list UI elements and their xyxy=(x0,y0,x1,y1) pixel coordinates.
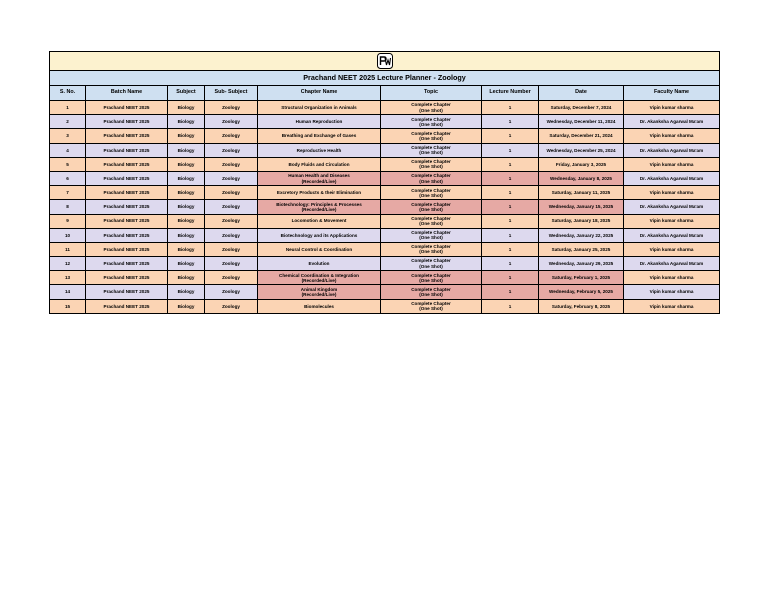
cell-subject: Biology xyxy=(168,171,205,185)
table-row xyxy=(50,271,720,285)
cell-chapter xyxy=(258,101,381,115)
chapter-mode: (Recorded/Live) xyxy=(301,277,337,283)
cell-sno: 9 xyxy=(50,214,86,228)
cell-topic xyxy=(381,171,482,185)
cell-sno: 4 xyxy=(50,143,86,157)
pw-logo-icon xyxy=(377,53,393,69)
cell-sno: 13 xyxy=(50,271,86,285)
cell-date: Saturday, January 11, 2025 xyxy=(539,186,624,200)
chapter-name: Reproductive Health xyxy=(296,147,342,153)
cell-topic xyxy=(381,242,482,256)
cell-sub-subject: Zoology xyxy=(205,101,258,115)
cell-batch: Prachand NEET 2025 xyxy=(86,171,168,185)
col-header-faculty: Faculty Name xyxy=(624,86,720,101)
cell-batch: Prachand NEET 2025 xyxy=(86,115,168,129)
cell-batch: Prachand NEET 2025 xyxy=(86,143,168,157)
cell-topic xyxy=(381,143,482,157)
topic-line-2: (One Shot) xyxy=(419,178,443,184)
cell-topic xyxy=(381,228,482,242)
cell-sub-subject: Zoology xyxy=(205,271,258,285)
cell-sno: 5 xyxy=(50,157,86,171)
topic-line-1: Complete Chapter xyxy=(411,159,451,165)
topic-line-2: (One Shot) xyxy=(419,277,443,283)
cell-faculty: Vipin kumar sharma xyxy=(624,285,720,299)
cell-faculty: Vipin kumar sharma xyxy=(624,242,720,256)
cell-batch: Prachand NEET 2025 xyxy=(86,186,168,200)
table-row xyxy=(50,171,720,185)
topic-line-1: Complete Chapter xyxy=(411,116,451,122)
cell-sno: 2 xyxy=(50,115,86,129)
cell-sno: 6 xyxy=(50,171,86,185)
cell-subject: Biology xyxy=(168,143,205,157)
table-row xyxy=(50,101,720,115)
cell-subject: Biology xyxy=(168,157,205,171)
cell-faculty: Vipin kumar sharma xyxy=(624,299,720,313)
chapter-name: Biomolecules xyxy=(304,303,334,309)
logo-row xyxy=(50,52,720,71)
cell-sub-subject: Zoology xyxy=(205,257,258,271)
cell-date: Saturday, December 21, 2024 xyxy=(539,129,624,143)
cell-chapter xyxy=(258,285,381,299)
cell-topic xyxy=(381,214,482,228)
cell-date: Wednesday, January 8, 2025 xyxy=(539,171,624,185)
cell-lecture: 1 xyxy=(482,299,539,313)
topic-line-2: (One Shot) xyxy=(419,107,443,113)
cell-faculty: Vipin kumar sharma xyxy=(624,214,720,228)
cell-batch: Prachand NEET 2025 xyxy=(86,214,168,228)
cell-faculty: Dr. Akanksha Agarwal Ma'am xyxy=(624,257,720,271)
cell-chapter xyxy=(258,242,381,256)
table-row xyxy=(50,257,720,271)
cell-subject: Biology xyxy=(168,200,205,214)
cell-chapter xyxy=(258,157,381,171)
cell-sno: 12 xyxy=(50,257,86,271)
topic-line-1: Complete Chapter xyxy=(411,187,451,193)
cell-topic xyxy=(381,257,482,271)
cell-subject: Biology xyxy=(168,271,205,285)
cell-subject: Biology xyxy=(168,242,205,256)
cell-lecture: 1 xyxy=(482,171,539,185)
topic-line-1: Complete Chapter xyxy=(411,130,451,136)
chapter-name: Excretory Products & their Elimination xyxy=(276,190,362,196)
table-row xyxy=(50,157,720,171)
table-row xyxy=(50,228,720,242)
cell-sno: 15 xyxy=(50,299,86,313)
col-header-lecture: Lecture Number xyxy=(482,86,539,101)
cell-lecture: 1 xyxy=(482,200,539,214)
cell-topic xyxy=(381,271,482,285)
cell-date: Saturday, February 1, 2025 xyxy=(539,271,624,285)
cell-date: Friday, January 3, 2025 xyxy=(539,157,624,171)
cell-sub-subject: Zoology xyxy=(205,214,258,228)
topic-line-1: Complete Chapter xyxy=(411,258,451,264)
cell-date: Saturday, December 7, 2024 xyxy=(539,101,624,115)
topic-line-1: Complete Chapter xyxy=(411,272,451,278)
cell-topic xyxy=(381,101,482,115)
cell-chapter xyxy=(258,171,381,185)
cell-topic xyxy=(381,129,482,143)
cell-chapter xyxy=(258,200,381,214)
cell-lecture: 1 xyxy=(482,186,539,200)
chapter-name: Animal Kingdom xyxy=(300,286,338,292)
cell-lecture: 1 xyxy=(482,214,539,228)
cell-faculty: Vipin kumar sharma xyxy=(624,129,720,143)
table-row xyxy=(50,186,720,200)
cell-sub-subject: Zoology xyxy=(205,115,258,129)
topic-line-2: (One Shot) xyxy=(419,249,443,255)
cell-sno: 11 xyxy=(50,242,86,256)
cell-batch: Prachand NEET 2025 xyxy=(86,257,168,271)
cell-date: Saturday, February 8, 2025 xyxy=(539,299,624,313)
cell-lecture: 1 xyxy=(482,257,539,271)
cell-date: Wednesday, January 15, 2025 xyxy=(539,200,624,214)
cell-subject: Biology xyxy=(168,299,205,313)
cell-subject: Biology xyxy=(168,228,205,242)
topic-line-2: (One Shot) xyxy=(419,150,443,156)
cell-sno: 10 xyxy=(50,228,86,242)
topic-line-1: Complete Chapter xyxy=(411,230,451,236)
cell-lecture: 1 xyxy=(482,115,539,129)
cell-lecture: 1 xyxy=(482,157,539,171)
planner-title: Prachand NEET 2025 Lecture Planner - Zoology xyxy=(50,71,720,86)
table-row xyxy=(50,200,720,214)
cell-faculty: Dr. Akanksha Agarwal Ma'am xyxy=(624,143,720,157)
column-header-row xyxy=(50,86,720,101)
topic-line-2: (One Shot) xyxy=(419,164,443,170)
cell-chapter xyxy=(258,129,381,143)
cell-lecture: 1 xyxy=(482,129,539,143)
cell-topic xyxy=(381,115,482,129)
cell-subject: Biology xyxy=(168,257,205,271)
title-row xyxy=(50,71,720,86)
cell-topic xyxy=(381,157,482,171)
cell-faculty: Vipin kumar sharma xyxy=(624,186,720,200)
topic-line-2: (One Shot) xyxy=(419,221,443,227)
topic-line-2: (One Shot) xyxy=(419,263,443,269)
cell-sub-subject: Zoology xyxy=(205,157,258,171)
cell-sub-subject: Zoology xyxy=(205,228,258,242)
topic-line-2: (One Shot) xyxy=(419,306,443,312)
col-header-sub-subject: Sub- Subject xyxy=(205,86,258,101)
cell-date: Wednesday, February 5, 2025 xyxy=(539,285,624,299)
chapter-name: Human Health and Diseases xyxy=(288,173,350,179)
topic-line-2: (One Shot) xyxy=(419,135,443,141)
table-row xyxy=(50,299,720,313)
topic-line-2: (One Shot) xyxy=(419,192,443,198)
cell-faculty: Dr. Akanksha Agarwal Ma'am xyxy=(624,171,720,185)
cell-faculty: Dr. Akanksha Agarwal Ma'am xyxy=(624,115,720,129)
cell-subject: Biology xyxy=(168,129,205,143)
topic-line-1: Complete Chapter xyxy=(411,173,451,179)
cell-lecture: 1 xyxy=(482,143,539,157)
cell-topic xyxy=(381,285,482,299)
cell-sub-subject: Zoology xyxy=(205,171,258,185)
table-row xyxy=(50,242,720,256)
table-row xyxy=(50,115,720,129)
cell-faculty: Dr. Akanksha Agarwal Ma'am xyxy=(624,228,720,242)
col-header-date: Date xyxy=(539,86,624,101)
chapter-name: Neural Control & Coordination xyxy=(285,246,353,252)
cell-chapter xyxy=(258,115,381,129)
cell-chapter xyxy=(258,214,381,228)
cell-chapter xyxy=(258,228,381,242)
cell-batch: Prachand NEET 2025 xyxy=(86,101,168,115)
cell-sno: 1 xyxy=(50,101,86,115)
topic-line-1: Complete Chapter xyxy=(411,244,451,250)
cell-sub-subject: Zoology xyxy=(205,299,258,313)
cell-date: Wednesday, January 29, 2025 xyxy=(539,257,624,271)
table-row xyxy=(50,143,720,157)
cell-subject: Biology xyxy=(168,101,205,115)
cell-batch: Prachand NEET 2025 xyxy=(86,228,168,242)
cell-batch: Prachand NEET 2025 xyxy=(86,200,168,214)
cell-sub-subject: Zoology xyxy=(205,129,258,143)
cell-sub-subject: Zoology xyxy=(205,200,258,214)
cell-batch: Prachand NEET 2025 xyxy=(86,271,168,285)
chapter-mode: (Recorded/Live) xyxy=(301,206,337,212)
cell-faculty: Vipin kumar sharma xyxy=(624,101,720,115)
cell-chapter xyxy=(258,143,381,157)
topic-line-2: (One Shot) xyxy=(419,206,443,212)
topic-line-2: (One Shot) xyxy=(419,292,443,298)
cell-subject: Biology xyxy=(168,214,205,228)
topic-line-1: Complete Chapter xyxy=(411,301,451,307)
logo-cell xyxy=(50,52,720,71)
chapter-name: Biotechnology and its Applications xyxy=(280,232,358,238)
cell-faculty: Vipin kumar sharma xyxy=(624,157,720,171)
cell-date: Saturday, January 25, 2025 xyxy=(539,242,624,256)
cell-batch: Prachand NEET 2025 xyxy=(86,285,168,299)
table-body xyxy=(50,101,720,314)
cell-sno: 3 xyxy=(50,129,86,143)
cell-date: Wednesday, January 22, 2025 xyxy=(539,228,624,242)
cell-sno: 8 xyxy=(50,200,86,214)
table-row xyxy=(50,214,720,228)
cell-batch: Prachand NEET 2025 xyxy=(86,157,168,171)
topic-line-2: (One Shot) xyxy=(419,121,443,127)
cell-sno: 7 xyxy=(50,186,86,200)
cell-lecture: 1 xyxy=(482,228,539,242)
cell-topic xyxy=(381,200,482,214)
cell-subject: Biology xyxy=(168,186,205,200)
chapter-mode: (Recorded/Live) xyxy=(301,178,337,184)
col-header-topic: Topic xyxy=(381,86,482,101)
cell-sub-subject: Zoology xyxy=(205,285,258,299)
chapter-name: Biotechnology: Principles & Processes xyxy=(276,201,362,207)
cell-chapter xyxy=(258,271,381,285)
cell-sub-subject: Zoology xyxy=(205,186,258,200)
topic-line-1: Complete Chapter xyxy=(411,144,451,150)
col-header-subject: Subject xyxy=(168,86,205,101)
cell-sno: 14 xyxy=(50,285,86,299)
chapter-mode: (Recorded/Live) xyxy=(301,292,337,298)
cell-lecture: 1 xyxy=(482,285,539,299)
cell-batch: Prachand NEET 2025 xyxy=(86,299,168,313)
cell-faculty: Vipin kumar sharma xyxy=(624,271,720,285)
col-header-batch: Batch Name xyxy=(86,86,168,101)
cell-chapter xyxy=(258,257,381,271)
cell-sub-subject: Zoology xyxy=(205,143,258,157)
lecture-planner-table xyxy=(49,51,720,314)
chapter-name: Locomotion & Movement xyxy=(291,218,347,224)
cell-lecture: 1 xyxy=(482,242,539,256)
col-header-chapter: Chapter Name xyxy=(258,86,381,101)
cell-sub-subject: Zoology xyxy=(205,242,258,256)
cell-faculty: Dr. Akanksha Agarwal Ma'am xyxy=(624,200,720,214)
topic-line-1: Complete Chapter xyxy=(411,286,451,292)
cell-batch: Prachand NEET 2025 xyxy=(86,129,168,143)
cell-lecture: 1 xyxy=(482,101,539,115)
table-row xyxy=(50,285,720,299)
col-header-sno: S. No. xyxy=(50,86,86,101)
table-row xyxy=(50,129,720,143)
cell-lecture: 1 xyxy=(482,271,539,285)
cell-topic xyxy=(381,299,482,313)
chapter-name: Breathing and Exchange of Gases xyxy=(281,133,357,139)
topic-line-1: Complete Chapter xyxy=(411,201,451,207)
topic-line-1: Complete Chapter xyxy=(411,215,451,221)
chapter-name: Body Fluids and Circulation xyxy=(288,161,350,167)
cell-batch: Prachand NEET 2025 xyxy=(86,242,168,256)
topic-line-2: (One Shot) xyxy=(419,235,443,241)
chapter-name: Evolution xyxy=(308,261,330,267)
cell-chapter xyxy=(258,186,381,200)
cell-topic xyxy=(381,186,482,200)
topic-line-1: Complete Chapter xyxy=(411,102,451,108)
cell-date: Wednesday, December 25, 2024 xyxy=(539,143,624,157)
chapter-name: Chemical Coordination & Integration xyxy=(279,272,359,278)
cell-date: Saturday, January 18, 2025 xyxy=(539,214,624,228)
chapter-name: Structural Organization in Animals xyxy=(281,104,357,110)
cell-date: Wednesday, December 11, 2024 xyxy=(539,115,624,129)
chapter-name: Human Reproduction xyxy=(295,119,343,125)
cell-chapter xyxy=(258,299,381,313)
cell-subject: Biology xyxy=(168,285,205,299)
cell-subject: Biology xyxy=(168,115,205,129)
